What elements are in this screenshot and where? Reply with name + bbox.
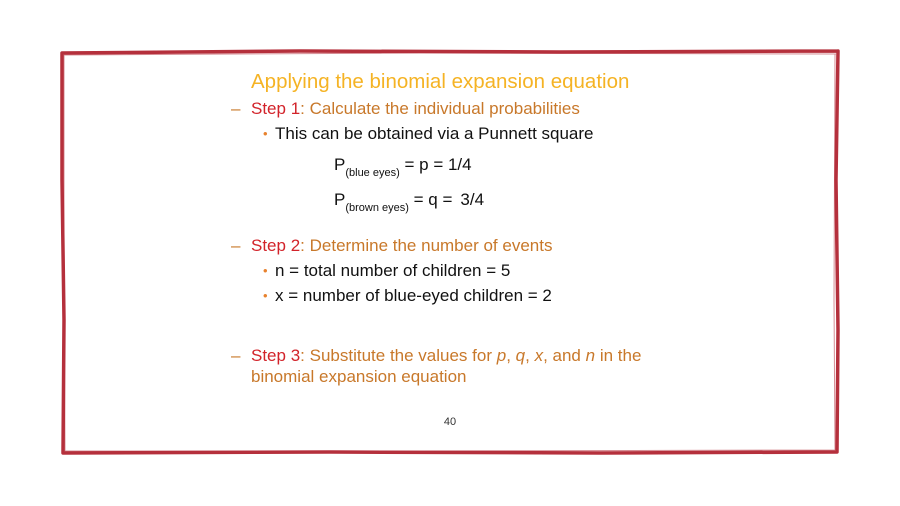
step2-colon: : [300,236,305,255]
bullet-dot: • [263,263,268,278]
step1-line [251,99,580,119]
step2-label: Step 2 [251,236,301,255]
slide-title: Applying the binomial expansion equation [251,70,630,93]
step3-line2: binomial expansion equation [251,367,467,386]
bullet-dot: • [263,126,268,141]
step3-colon: : [300,346,305,365]
step1-dash: – [231,99,241,118]
step3-var-n: n [585,346,596,365]
eq1-sub: (blue eyes) [345,167,400,179]
step2-text: Determine the number of events [304,236,553,255]
step3-line1 [251,346,641,366]
step2-bullet-n: n = total number of children = 5 [275,261,511,280]
step1-bullet: This can be obtained via a Punnett square [275,124,594,143]
equation-blue-eyes [334,155,472,179]
page-number: 40 [443,416,457,428]
eq2-value: 3/4 [460,190,485,209]
step3-text-part: in the [595,346,642,365]
step3-label: Step 3 [251,346,301,365]
step2-bullet-x: x = number of blue-eyed children = 2 [275,286,552,305]
step1-label: Step 1 [251,99,301,118]
step1-colon: : [300,99,305,118]
eq1-rest: = p = 1/4 [399,155,472,174]
eq2-sub: (brown eyes) [345,202,409,214]
eq2-base: P [334,190,346,209]
step3-dash: – [231,346,241,365]
bullet-dot: • [263,288,268,303]
equation-brown-eyes [334,190,484,214]
step3-text-part: , [525,346,535,365]
step3-var-q: q [515,346,526,365]
eq1-base: P [334,155,346,174]
step1-text: Calculate the individual probabilities [304,99,580,118]
eq2-rest: = q = [408,190,453,209]
step2-dash: – [231,236,241,255]
step3-text-part: , and [543,346,586,365]
step3-var-x: x [534,346,544,365]
step3-var-p: p [496,346,507,365]
step2-line [251,236,552,256]
step3-text-part: Substitute the values for [304,346,497,365]
step3-text-part: , [506,346,516,365]
